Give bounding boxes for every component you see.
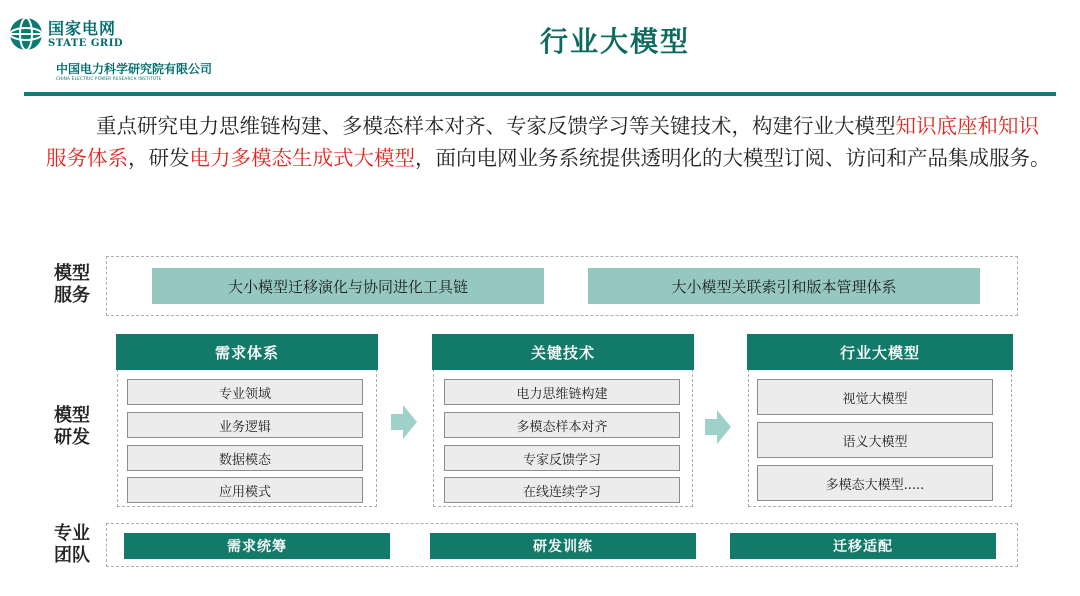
institute-name: 中国电力科学研究院有限公司 <box>56 62 213 76</box>
key-tech-item: 专家反馈学习 <box>444 445 680 471</box>
state-grid-logo <box>8 10 248 80</box>
logo-english-name: STATE GRID <box>48 38 124 49</box>
team-adaptation: 迁移适配 <box>730 533 996 559</box>
requirements-item: 应用模式 <box>127 477 363 503</box>
industry-model-item: 视觉大模型 <box>757 379 993 415</box>
row-label-service: 模型服务 <box>54 263 90 306</box>
key-tech-item: 多模态样本对齐 <box>444 412 680 438</box>
team-training: 研发训练 <box>430 533 696 559</box>
intro-text-2: ，研发 <box>128 146 190 170</box>
requirements-item: 数据模态 <box>127 445 363 471</box>
institute-english-name: CHINA ELECTRIC POWER RESEARCH INSTITUTE <box>56 76 162 81</box>
service-toolchain: 大小模型迁移演化与协同进化工具链 <box>152 268 544 304</box>
service-index-system: 大小模型关联索引和版本管理体系 <box>588 268 980 304</box>
logo-chinese-name: 国家电网 <box>48 19 117 38</box>
key-tech-item: 在线连续学习 <box>444 477 680 503</box>
column-requirements <box>117 334 377 507</box>
intro-highlight-knowledge: 知识底座和知识服务体系 <box>46 114 1039 170</box>
intro-paragraph <box>46 110 1056 174</box>
page-title: 行业大模型 <box>539 25 690 58</box>
row-label-team: 专业团队 <box>54 523 90 566</box>
column-key-tech-title: 关键技术 <box>432 334 694 370</box>
row-label-dev: 模型研发 <box>54 405 90 448</box>
column-industry-model-title: 行业大模型 <box>747 334 1013 370</box>
column-industry-model <box>748 334 1012 507</box>
title-divider <box>24 92 1056 96</box>
column-key-tech <box>433 334 693 507</box>
intro-text-3: ，面向电网业务系统提供透明化的大模型订阅、访问和产品集成服务。 <box>415 146 1051 170</box>
intro-text-1: 重点研究电力思维链构建、多模态样本对齐、专家反馈学习等关键技术，构建行业大模型 <box>96 114 896 138</box>
right-arrow-icon <box>705 410 731 444</box>
industry-model-item: 语义大模型 <box>757 422 993 458</box>
key-tech-item: 电力思维链构建 <box>444 379 680 405</box>
right-arrow-icon <box>391 405 417 439</box>
industry-model-item: 多模态大模型..... <box>757 465 993 501</box>
requirements-item: 业务逻辑 <box>127 412 363 438</box>
state-grid-logo-icon <box>8 16 44 52</box>
requirements-item: 专业领域 <box>127 379 363 405</box>
team-requirements: 需求统筹 <box>124 533 390 559</box>
column-requirements-title: 需求体系 <box>116 334 378 370</box>
intro-highlight-model: 电力多模态生成式大模型 <box>189 146 415 170</box>
